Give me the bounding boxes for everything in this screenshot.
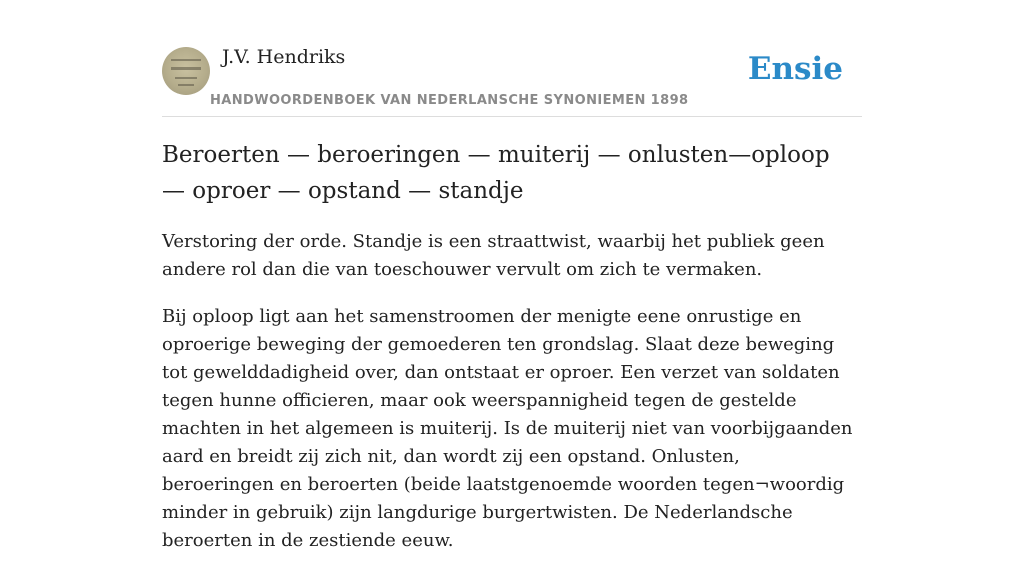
paragraph: Bij oploop ligt aan het samenstroomen der menigte eene onrustige en oproerige beweging der gemoederen ten grondslag. Slaat deze beweging tot gewelddadigheid over, dan ontstaat er oproer. Een verzet van soldaten tegen hunne officieren, maar ook weerspannigheid tegen de gestelde machten in het algemeen is muiterij. Is de muiterij niet van voorbijgaanden aard en breidt zij zich nit, dan wordt zij een opstand. Onlusten, beroeringen en beroerten (beide laatstgenoemde woorden tegen¬woordig minder in gebruik) zijn langdurige burgertwisten. De Nederlandsche beroerten in de zestiende eeuw. bbox=[162, 306, 853, 551]
article-body bbox=[162, 228, 857, 574]
page-title: Beroerten — beroeringen — muiterij — onlusten—oploop— oproer — opstand — standje bbox=[162, 142, 830, 204]
book-cover-icon[interactable] bbox=[162, 47, 210, 95]
paragraph: Verstoring der orde. Standje is een straattwist, waarbij het publiek geen andere rol dan die van toeschouwer vervult om zich te vermaken. bbox=[162, 231, 825, 280]
author-name[interactable]: J.V. Hendriks bbox=[222, 46, 346, 68]
source-title[interactable]: HANDWOORDENBOEK VAN NEDERLANSCHE SYNONIEMEN 1898 bbox=[210, 93, 689, 108]
brand-logo[interactable]: Ensie bbox=[747, 51, 843, 87]
header bbox=[162, 42, 862, 117]
